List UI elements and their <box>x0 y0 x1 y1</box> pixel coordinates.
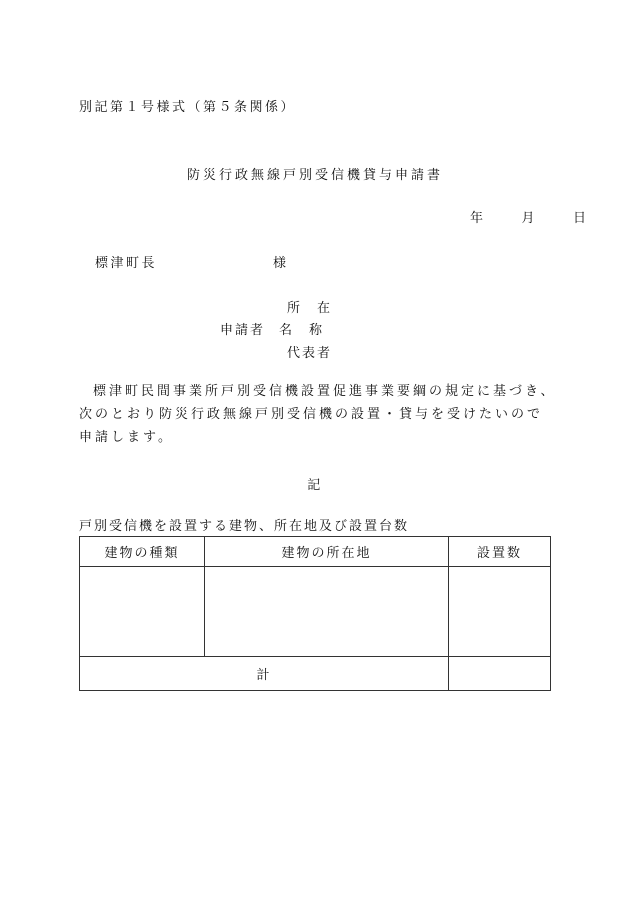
addressee-honorific: 様 <box>273 256 289 271</box>
applicant-representative-label: 代表者 <box>287 346 333 361</box>
cell-building-type[interactable] <box>80 567 205 657</box>
document-title: 防災行政無線戸別受信機貸与申請書 <box>186 168 443 183</box>
addressee-name: 標津町長 <box>95 256 158 271</box>
form-number-label: 別記第１号様式（第５条関係） <box>79 100 297 115</box>
total-label: 計 <box>80 657 449 691</box>
table-row <box>80 567 551 657</box>
date-line <box>420 207 589 226</box>
ki-heading: 記 <box>307 478 323 493</box>
cell-install-count[interactable] <box>449 567 551 657</box>
applicant-location-label: 所 在 <box>287 301 333 316</box>
table-header-row <box>80 537 551 567</box>
table-total-row <box>80 657 551 691</box>
day-label: 日 <box>573 211 589 226</box>
applicant-name-row <box>220 319 324 338</box>
building-table <box>79 536 551 691</box>
header-building-location: 建物の所在地 <box>205 537 449 567</box>
applicant-name-label: 名 称 <box>279 323 325 338</box>
month-label: 月 <box>521 211 538 226</box>
applicant-label: 申請者 <box>220 323 266 338</box>
application-statement: 標津町民間事業所戸別受信機設置促進事業要綱の規定に基づき、次のとおり防災行政無線戸別受信機の設置・貸与を受けたいので申請します。 <box>79 384 557 445</box>
header-building-type: 建物の種類 <box>80 537 205 567</box>
total-value[interactable] <box>449 657 551 691</box>
header-install-count: 設置数 <box>449 537 551 567</box>
year-label: 年 <box>470 211 486 226</box>
table-caption: 戸別受信機を設置する建物、所在地及び設置台数 <box>79 519 410 534</box>
cell-building-location[interactable] <box>205 567 449 657</box>
addressee <box>95 252 289 271</box>
